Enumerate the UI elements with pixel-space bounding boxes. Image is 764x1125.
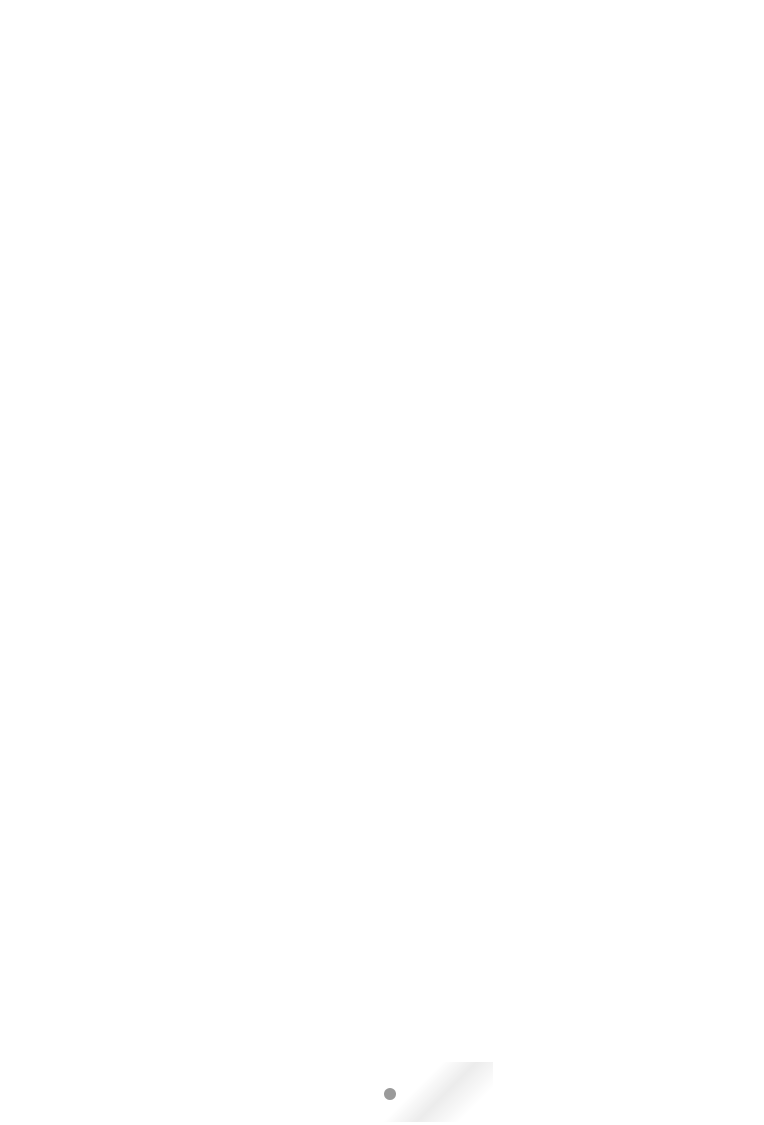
watermark-logo-icon: [384, 1088, 396, 1100]
histogram-work: [330, 220, 670, 480]
watermark-overlay: [383, 1062, 493, 1122]
histogram-study: [0, 220, 330, 480]
